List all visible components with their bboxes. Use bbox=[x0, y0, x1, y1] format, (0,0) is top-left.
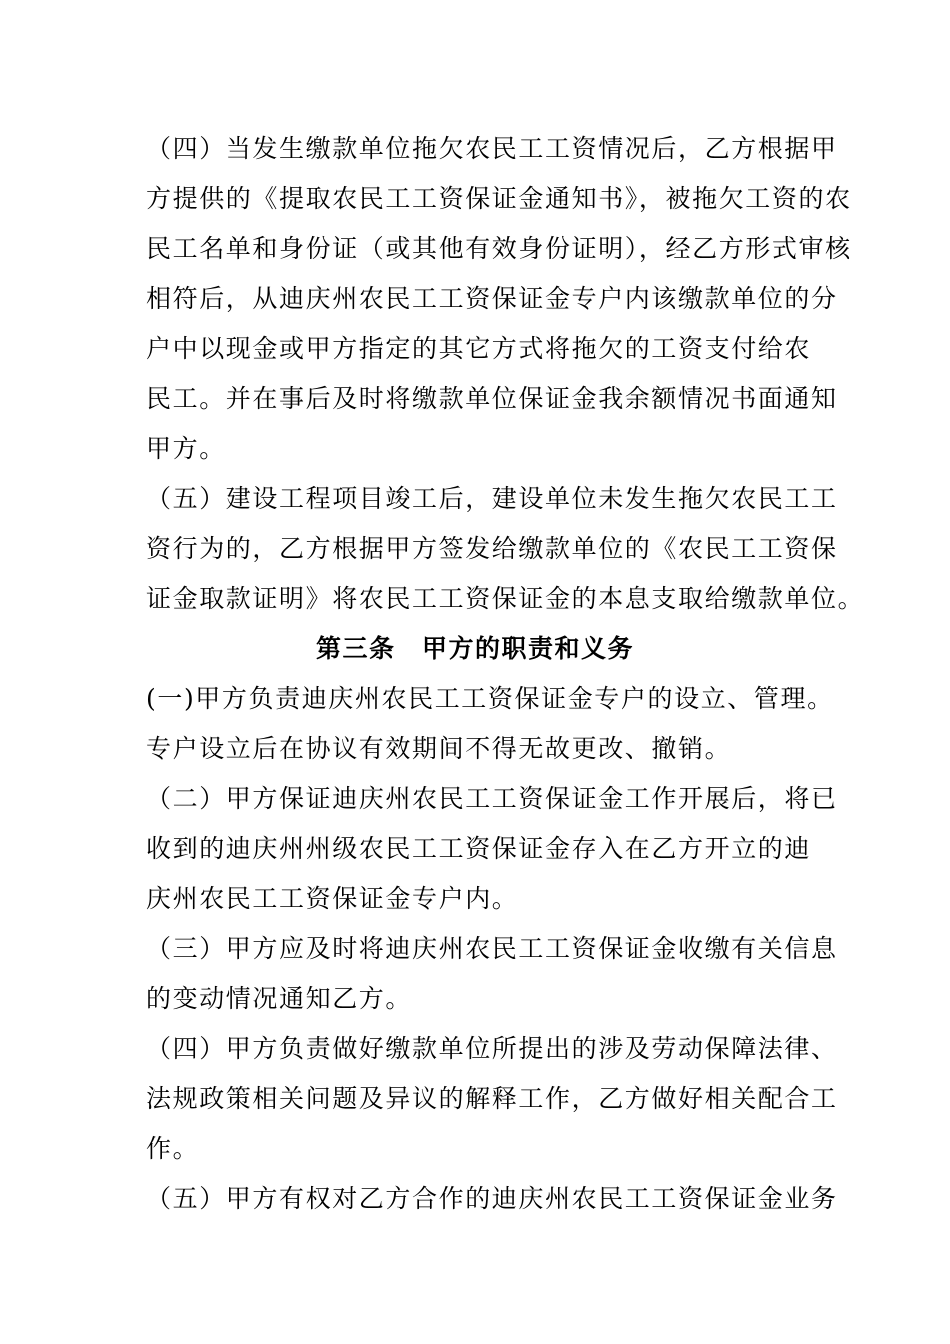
paragraph-4-line-4: 相符后，从迪庆州农民工工资保证金专户内该缴款单位的分 bbox=[146, 284, 838, 313]
paragraph-4-line-1: （四）当发生缴款单位拖欠农民工工资情况后，乙方根据甲 bbox=[146, 134, 838, 163]
clause-3-line-2: 的变动情况通知乙方。 bbox=[146, 984, 413, 1013]
paragraph-4-line-3: 民工名单和身份证（或其他有效身份证明），经乙方形式审核 bbox=[146, 234, 852, 263]
paragraph-5-line-2: 资行为的，乙方根据甲方签发给缴款单位的《农民工工资保 bbox=[146, 534, 838, 563]
clause-2-line-1: （二）甲方保证迪庆州农民工工资保证金工作开展后，将已 bbox=[146, 784, 838, 813]
clause-4-line-2: 法规政策相关问题及异议的解释工作，乙方做好相关配合工 bbox=[146, 1084, 838, 1113]
paragraph-5-line-1: （五）建设工程项目竣工后，建设单位未发生拖欠农民工工 bbox=[146, 484, 838, 513]
clause-5-line-1: （五）甲方有权对乙方合作的迪庆州农民工工资保证金业务 bbox=[146, 1184, 838, 1213]
section-heading: 第三条 甲方的职责和义务 bbox=[315, 634, 634, 663]
clause-4-line-1: （四）甲方负责做好缴款单位所提出的涉及劳动保障法律、 bbox=[146, 1034, 838, 1063]
paragraph-4-line-2: 方提供的《提取农民工工资保证金通知书》，被拖欠工资的农 bbox=[146, 184, 852, 213]
paragraph-4-line-5: 户中以现金或甲方指定的其它方式将拖欠的工资支付给农 bbox=[146, 334, 812, 363]
paragraph-4-line-6: 民工。并在事后及时将缴款单位保证金我余额情况书面通知 bbox=[146, 384, 838, 413]
clause-4-line-3: 作。 bbox=[146, 1134, 200, 1163]
paragraph-4-line-7: 甲方。 bbox=[146, 434, 226, 463]
paragraph-5-line-3: 证金取款证明》将农民工工资保证金的本息支取给缴款单位。 bbox=[146, 584, 865, 613]
clause-2-line-2: 收到的迪庆州州级农民工工资保证金存入在乙方开立的迪 bbox=[146, 834, 812, 863]
clause-2-line-3: 庆州农民工工资保证金专户内。 bbox=[146, 884, 519, 913]
clause-3-line-1: （三）甲方应及时将迪庆州农民工工资保证金收缴有关信息 bbox=[146, 934, 838, 963]
clause-1-line-2: 专户设立后在协议有效期间不得无故更改、撤销。 bbox=[146, 734, 732, 763]
clause-1-line-1: (一)甲方负责迪庆州农民工工资保证金专户的设立、管理。 bbox=[146, 684, 834, 713]
